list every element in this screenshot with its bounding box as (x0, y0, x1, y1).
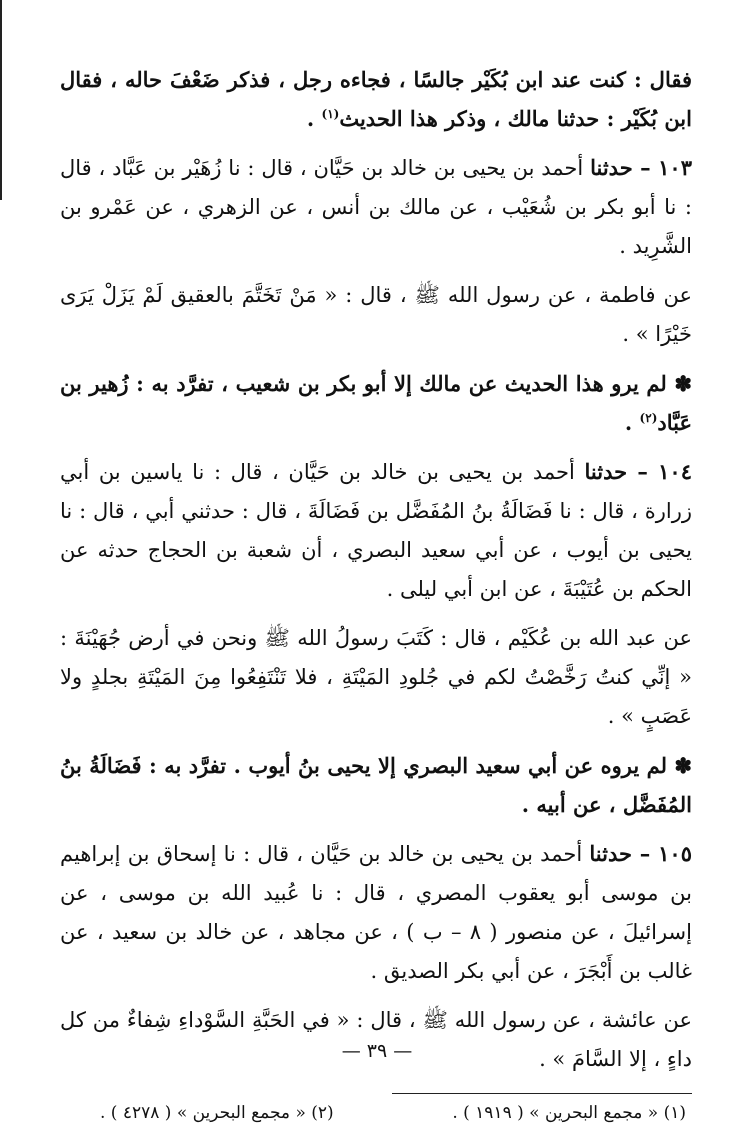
footnote-2: (٢) « مجمع البحرين » ( ٤٢٧٨ ) . (100, 1103, 334, 1123)
hadith-103-matn: عن فاطمة ، عن رسول الله ﷺ ، قال : « مَنْ تَخَتَّمَ بالعقيق لَمْ يَزَلْ يَرَى خَيْرًا » . (60, 283, 692, 346)
hadith-number: ١٠٣ – حدثنا (590, 155, 692, 180)
paragraph-text: فقال : كنت عند ابن بُكَيْر جالسًا ، فجاءه رجل ، فذكر ضَعْفَ حاله ، فقال ابن بُكَيْر : حدثنا مالك ، وذكر هذا الحديث (60, 67, 692, 131)
hadith-isnad: أحمد بن يحيى بن خالد بن حَيَّان ، قال : نا زُهَيْر بن عَبَّاد ، قال : نا أبو بكر بن شُعَيْب ، عن مالك بن أنس ، عن الزهري ، عن عَمْرو بن الشَّرِيد . (60, 156, 692, 258)
paragraph-intro (60, 60, 692, 138)
page-number: — ٣٩ — (341, 1040, 413, 1062)
hadith-104-note: ✽ لم يروه عن أبي سعيد البصري إلا يحيى بنُ أيوب . تفرَّد به : فَضَالَةُ بنُ المُفَضَّل ، عن أبيه . (60, 753, 692, 817)
footnote-separator (392, 1093, 692, 1094)
paragraph-tail: . (306, 106, 315, 131)
footnote-1: (١) « مجمع البحرين » ( ١٩١٩ ) . (452, 1103, 686, 1123)
footnote-ref-2: (٢) (639, 411, 658, 425)
page-body (60, 60, 692, 1126)
hadith-103 (60, 148, 692, 266)
hadith-isnad: أحمد بن يحيى بن خالد بن حَيَّان ، قال : نا إسحاق بن إبراهيم بن موسى أبو يعقوب المصري ، قال : نا عُبيد الله بن موسى ، عن إسرائيلَ ، عن منصور ( ٨ – ب ) ، عن مجاهد ، عن خالد بن سعيد ، عن غالب بن أَبْجَرَ ، عن أبي بكر الصديق . (60, 842, 692, 983)
page-edge-line (0, 0, 2, 200)
note-text: ✽ لم يرو هذا الحديث عن مالك إلا أبو بكر بن شعيب ، تفرَّد به : زُهير بن عَبَّاد (60, 371, 692, 435)
hadith-number: ١٠٤ – حدثنا (584, 459, 692, 484)
note-tail: . (624, 410, 633, 435)
hadith-105-matn: عن عائشة ، عن رسول الله ﷺ ، قال : « في الحَبَّةِ السَّوْداءِ شِفاءٌ من كل داءٍ ، إلا السَّامَ » . (60, 1008, 692, 1071)
hadith-104-matn: عن عبد الله بن عُكَيْم ، قال : كَتَبَ رسولُ الله ﷺ ونحن في أرض جُهَيْنَةَ : « إنِّي كنتُ رَخَّصْتُ لكم في جُلودِ المَيْتَةِ ، فلا تَنْتَفِعُوا مِنَ المَيْتَةِ بجلدٍ ولا عَصَبٍ » . (60, 626, 692, 728)
hadith-number: ١٠٥ – حدثنا (589, 841, 692, 866)
hadith-104 (60, 452, 692, 609)
footnotes (60, 1100, 692, 1126)
hadith-isnad: أحمد بن يحيى بن خالد بن حَيَّان ، قال : نا ياسين بن أبي زرارة ، قال : نا فَضَالَةُ بنُ المُفَضَّل بن فَضَالَةَ ، قال : حدثني أبي ، قال : نا يحيى بن أيوب ، عن أبي سعيد البصري ، أن شعبة بن الحجاج حدثه عن الحكم بن عُتَيْبَةَ ، عن ابن أبي ليلى . (60, 460, 692, 601)
footnote-ref-1: (١) (321, 107, 340, 121)
hadith-103-note (60, 364, 692, 442)
hadith-105 (60, 834, 692, 991)
